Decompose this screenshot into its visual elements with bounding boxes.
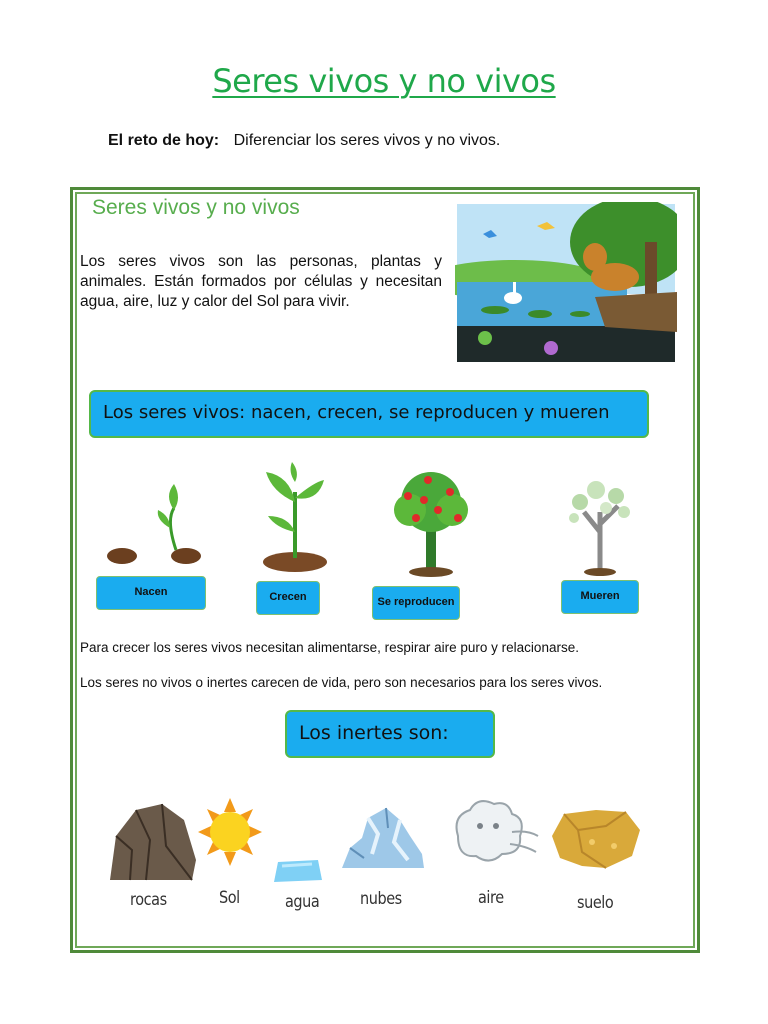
water-illustration (272, 858, 324, 884)
stage-se-reproducen-label: Se reproducen (372, 586, 460, 620)
inert-label-suelo: suelo (577, 893, 614, 913)
inert-label-agua: agua (285, 892, 320, 912)
inert-paragraph: Los seres no vivos o inertes carecen de vida, pero son necesarios para los seres vivos. (80, 675, 603, 690)
clouds-illustration (338, 798, 426, 876)
living-beings-banner: Los seres vivos: nacen, crecen, se reproducen y mueren (89, 390, 649, 438)
inert-beings-banner: Los inertes son: (285, 710, 495, 758)
inert-label-aire: aire (478, 888, 504, 908)
challenge-label: El reto de hoy: (108, 132, 220, 149)
soil-illustration (548, 806, 644, 872)
seed-sprouting-illustration (104, 480, 204, 570)
dying-tree-illustration (566, 472, 636, 576)
inert-label-rocas: rocas (130, 890, 167, 910)
page-title: Seres vivos y no vivos (212, 62, 556, 100)
growing-plant-illustration (262, 462, 328, 574)
inert-label-nubes: nubes (360, 889, 402, 909)
challenge-text: Diferenciar los seres vivos y no vivos. (233, 132, 501, 149)
intro-paragraph: Los seres vivos son las personas, plantas y animales. Están formados por células y necesitan agua, aire, luz y calor del Sol para vivir. (80, 253, 442, 310)
wind-illustration (448, 796, 540, 870)
rocks-illustration (106, 800, 198, 884)
pond-scene-illustration (455, 202, 677, 362)
fruit-tree-illustration (388, 466, 474, 578)
sun-illustration (198, 796, 262, 868)
challenge-line (108, 132, 500, 150)
stage-nacen-label: Nacen (96, 576, 206, 610)
stage-mueren-label: Mueren (561, 580, 639, 614)
inert-label-sol: Sol (219, 888, 240, 908)
stage-crecen-label: Crecen (256, 581, 320, 615)
box-heading: Seres vivos y no vivos (92, 196, 300, 219)
growth-paragraph: Para crecer los seres vivos necesitan alimentarse, respirar aire puro y relacionarse. (80, 640, 579, 655)
